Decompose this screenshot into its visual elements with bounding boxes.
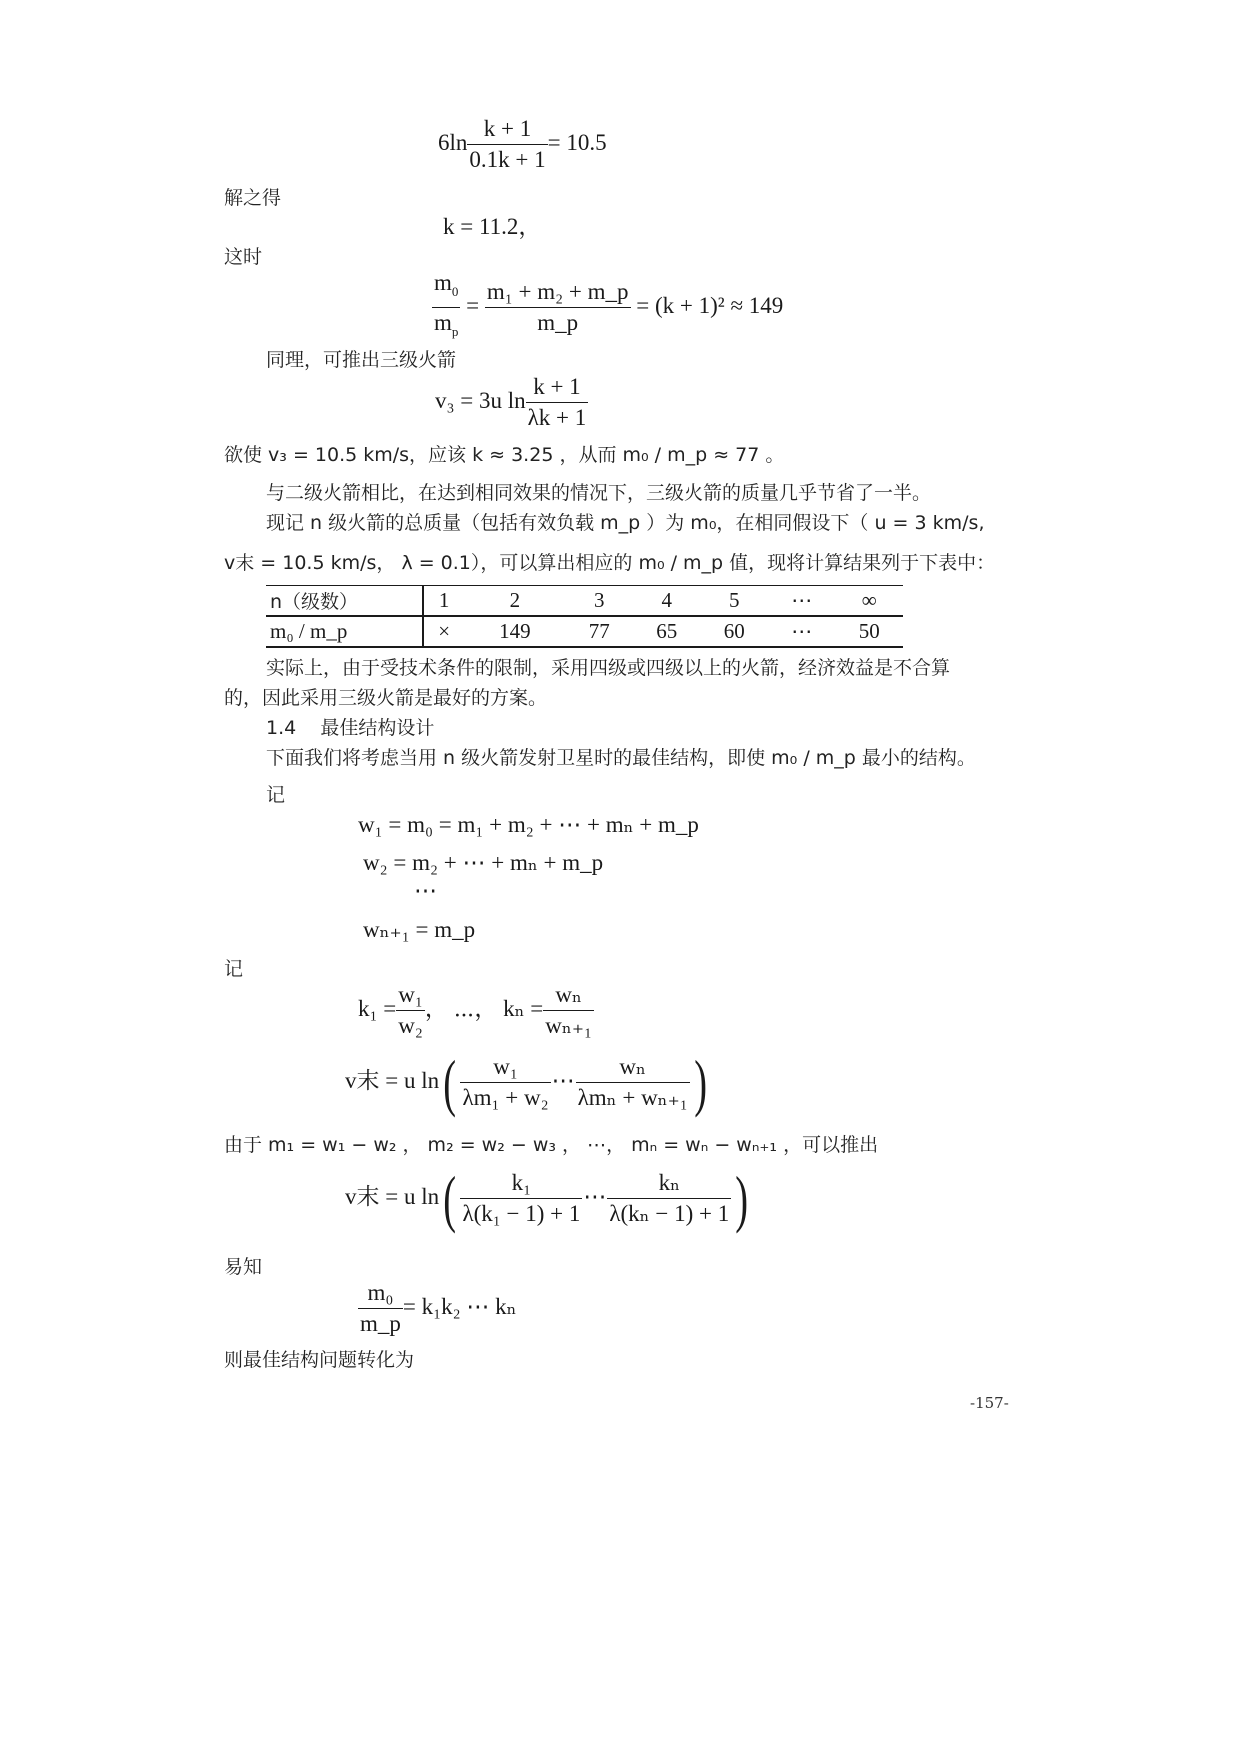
table-cell: 2: [464, 586, 565, 617]
fraction-sum-mp: [485, 277, 631, 338]
denominator: m_p: [537, 310, 579, 335]
numerator: k + 1: [467, 114, 547, 145]
fraction-m0-mp: [432, 268, 460, 347]
table-cell: ∞: [835, 586, 903, 617]
fraction: [358, 1278, 403, 1339]
right-paren: ): [694, 1046, 707, 1118]
table-cell: ⋯: [768, 586, 835, 617]
fraction: [396, 980, 425, 1041]
table-cell: 77: [566, 616, 633, 647]
eq-rhs: = 10.5: [547, 129, 607, 155]
table-cell: 149: [464, 616, 565, 647]
denominator: w₂: [398, 1013, 423, 1038]
equation-v-end-w: [345, 1046, 711, 1118]
paragraph-now-line2: v末 = 10.5 km/s， λ = 0.1），可以算出相应的 m₀ / m_p 值，现将计算结果列于下表中：: [224, 552, 996, 574]
section-heading: [266, 713, 434, 740]
numerator: kₙ: [607, 1168, 731, 1199]
text-easy: 易知: [224, 1256, 263, 1278]
text-solve: 解之得: [224, 187, 282, 209]
paragraph-actual-line2: 的，因此采用三级火箭是最好的方案。: [224, 687, 548, 709]
numerator: m₀: [358, 1278, 403, 1309]
table-cell: 60: [700, 616, 767, 647]
numerator: w₁: [396, 980, 425, 1011]
denominator: λm₁ + w₂: [462, 1085, 549, 1110]
section-number: 1.4: [266, 717, 297, 739]
eq-lhs: v末 = u ln: [345, 1067, 440, 1093]
denominator: λ(kₙ − 1) + 1: [609, 1201, 730, 1226]
numerator: k + 1: [526, 372, 589, 403]
equation-ratio-product: [358, 1278, 517, 1339]
k1-label: k₁ =: [358, 995, 397, 1021]
table-cell: 65: [633, 616, 700, 647]
text-since: 由于 m₁ = w₁ − w₂ ， m₂ = w₂ − w₃ ， ⋯， mₙ = wₙ − wₙ₊₁ ，可以推出: [224, 1134, 879, 1156]
results-table: [266, 585, 903, 648]
denominator: 0.1k + 1: [469, 147, 546, 172]
subscript: 0: [451, 284, 459, 299]
fraction: [526, 372, 589, 433]
section-title: 最佳结构设计: [320, 717, 435, 739]
denominator: λk + 1: [527, 405, 587, 430]
text-then: 这时: [224, 246, 263, 268]
text-note: 记: [224, 958, 244, 980]
right-paren: ): [735, 1162, 749, 1234]
table-cell: 3: [566, 586, 633, 617]
text-to-make: 欲使 v₃ = 10.5 km/s，应该 k ≈ 3.25 ，从而 m₀ / m_p ≈ 77 。: [224, 444, 785, 466]
denominator: wₙ₊₁: [545, 1013, 592, 1038]
numerator: w₁: [460, 1052, 550, 1083]
numerator: wₙ: [543, 980, 594, 1011]
equation-ellipsis: ⋯: [414, 878, 437, 903]
paragraph-consider: 下面我们将考虑当用 n 级火箭发射卫星时的最佳结构，即使 m₀ / m_p 最小的结构。: [266, 747, 976, 769]
text-note: 记: [266, 784, 286, 806]
equation-k-definitions: [358, 980, 594, 1041]
table-cell: 50: [835, 616, 903, 647]
kn-label: kₙ =: [503, 995, 544, 1021]
table-cell: 4: [633, 586, 700, 617]
paragraph-now-line1: 现记 n 级火箭的总质量（包括有效负载 m_p ）为 m₀，在相同假设下（ u = 3 km/s,: [266, 512, 985, 534]
fraction: [543, 980, 594, 1041]
row-header: n（级数）: [266, 586, 423, 617]
eq-lhs: v₃ = 3u ln: [435, 387, 526, 413]
page-number: -157-: [970, 1394, 1009, 1412]
eq-rhs: = (k + 1)² ≈ 149: [636, 292, 784, 318]
equation-wn1: wₙ₊₁ = m_p: [363, 917, 476, 942]
fraction: [576, 1052, 690, 1113]
table-cell: 1: [423, 586, 464, 617]
fraction: [460, 1052, 550, 1113]
left-paren: (: [443, 1046, 457, 1118]
separator: ， ⋯，: [424, 995, 504, 1021]
numerator: k₁: [460, 1168, 582, 1199]
equation-v3: [435, 372, 588, 433]
numerator: wₙ: [576, 1052, 690, 1083]
fraction: [460, 1168, 582, 1229]
equation-mass-ratio-two-stage: $\frac{m_0}{m_p}$ = $\frac{\text{m₁ + m₂ + m\_p}}{m\_p}$ = (k + 1)² ≈ 149: [432, 268, 783, 347]
table-cell: 5: [700, 586, 767, 617]
denominator: λmₙ + wₙ₊₁: [577, 1085, 688, 1110]
eq-rhs: = k₁k₂ ⋯ kₙ: [402, 1293, 517, 1319]
m-symbol: m: [434, 310, 452, 335]
paragraph-actual-line1: 实际上，由于受技术条件的限制，采用四级或四级以上的火箭，经济效益是不合算: [266, 657, 951, 679]
denominator: λ(k₁ − 1) + 1: [462, 1201, 581, 1226]
table-cell: ×: [423, 616, 464, 647]
text-similarly: 同理，可推出三级火箭: [266, 349, 457, 371]
numerator: m₁ + m₂ + m_p: [485, 277, 631, 308]
table-row: [266, 586, 903, 617]
subscript: p: [451, 324, 459, 339]
eq-lhs: v末 = u ln: [345, 1183, 440, 1209]
equation-w1: w₁ = m₀ = m₁ + m₂ + ⋯ + mₙ + m_p: [358, 812, 699, 837]
fraction: [607, 1168, 731, 1229]
table-cell: ⋯: [768, 616, 835, 647]
text-then-problem: 则最佳结构问题转化为: [224, 1349, 415, 1371]
denominator: m_p: [360, 1311, 401, 1336]
row-header: m₀ / m_p: [266, 616, 423, 647]
equation-w2: w₂ = m₂ + ⋯ + mₙ + m_p: [363, 850, 604, 875]
table-row: [266, 616, 903, 647]
eq-coef: 6ln: [438, 129, 468, 155]
fraction: [467, 114, 547, 175]
left-paren: (: [443, 1162, 457, 1234]
paragraph-compare: 与二级火箭相比，在达到相同效果的情况下，三级火箭的质量几乎节省了一半。: [266, 482, 932, 504]
equation-k-value: k = 11.2，: [443, 214, 542, 239]
equation-6ln: [438, 114, 607, 175]
ellipsis: ⋯: [583, 1183, 607, 1209]
m-symbol: m: [434, 270, 452, 295]
equation-v-end-k: [345, 1162, 753, 1234]
ellipsis: ⋯: [551, 1067, 575, 1093]
